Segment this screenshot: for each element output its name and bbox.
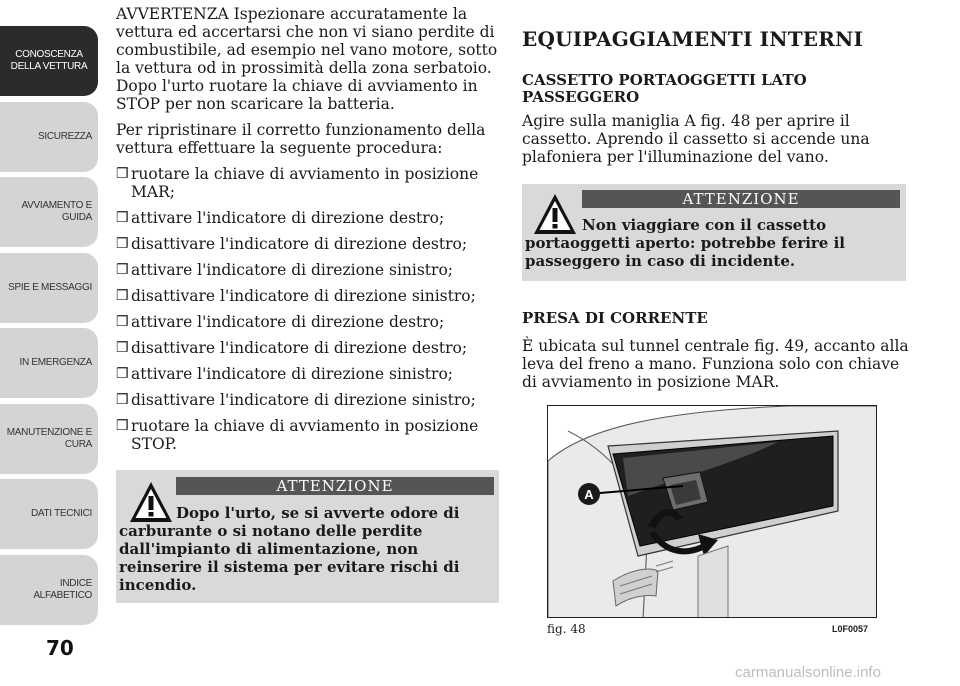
warning-header: ATTENZIONE — [176, 477, 494, 495]
checkbox-bullet-icon: ❒ — [116, 418, 129, 434]
procedure-step-text: attivare l'indicatore di direzione destro; — [131, 313, 445, 331]
sidebar-tab[interactable] — [0, 102, 98, 172]
sidebar-tab-label: CURA — [64, 438, 92, 450]
sidebar-tab-label: DATI TECNICI — [30, 508, 92, 519]
procedure-step — [116, 209, 501, 227]
checkbox-bullet-icon: ❒ — [116, 236, 129, 252]
procedure-step-text: ruotare la chiave di avviamento in posizione MAR; — [131, 165, 479, 201]
sidebar-tab-label: AVVIAMENTO E — [21, 200, 92, 211]
procedure-step — [116, 287, 501, 305]
checkbox-bullet-icon: ❒ — [116, 366, 129, 382]
label-a: A — [584, 487, 594, 502]
sidebar-tab-label: SPIE E MESSAGGI — [8, 281, 92, 293]
sidebar-tab-label: GUIDA — [61, 212, 92, 223]
socket-heading: PRESA DI CORRENTE — [522, 309, 708, 327]
sidebar-tab[interactable] — [0, 328, 98, 398]
procedure-step — [116, 261, 501, 279]
warning-header: ATTENZIONE — [582, 190, 900, 208]
figure-code: L0F0057 — [832, 624, 869, 634]
watermark: carmanualsonline.info — [735, 664, 881, 681]
checkbox-bullet-icon: ❒ — [116, 262, 129, 278]
checkbox-bullet-icon: ❒ — [116, 392, 129, 408]
sidebar-tab-label: INDICE — [59, 577, 92, 589]
checkbox-bullet-icon: ❒ — [116, 210, 129, 226]
page-number: 70 — [46, 636, 74, 660]
figure-48-glovebox — [547, 405, 877, 618]
sidebar-tab-label: SICUREZZA — [38, 130, 92, 142]
warning-text: Dopo l'urto, se si avverte odore di carburante o si notano delle perdite dall'impianto di alimentazione, non reinserire il sistema per evitare rischi di incendio. — [119, 504, 460, 594]
sidebar-tab[interactable] — [0, 253, 98, 323]
sidebar-tab[interactable] — [0, 479, 98, 549]
sidebar-tab-label: MANUTENZIONE E — [6, 426, 92, 438]
left-column — [116, 5, 501, 461]
warning-box-glovebox — [522, 184, 906, 281]
procedure-step — [116, 313, 501, 331]
procedure-step — [116, 365, 501, 383]
checkbox-bullet-icon: ❒ — [116, 340, 129, 356]
figure-caption: fig. 48 — [547, 622, 586, 636]
procedure-step-text: disattivare l'indicatore di direzione destro; — [131, 235, 468, 253]
checkbox-bullet-icon: ❒ — [116, 166, 129, 182]
sidebar-tab[interactable] — [0, 555, 98, 625]
procedure-step-text: ruotare la chiave di avviamento in posizione STOP. — [131, 417, 479, 453]
warning-note: AVVERTENZA Ispezionare accuratamente la vettura ed accertarsi che non vi siano perdite di combustibile, ad esempio nel vano motore, sotto la vettura od in prossimità della zona serbatoio. Dopo l'urto ruotare la chiave di avviamento in STOP per non scaricare la batteria. — [116, 5, 498, 113]
procedure-step-text: attivare l'indicatore di direzione sinistro; — [131, 261, 453, 279]
procedure-step-text: disattivare l'indicatore di direzione sinistro; — [131, 287, 476, 305]
checkbox-bullet-icon: ❒ — [116, 314, 129, 330]
procedure-step — [116, 165, 501, 201]
procedure-step-text: disattivare l'indicatore di direzione sinistro; — [131, 391, 476, 409]
warning-box-fuel — [116, 470, 499, 603]
glovebox-illustration — [548, 406, 877, 618]
procedure-step — [116, 417, 501, 453]
socket-section — [522, 310, 912, 399]
sidebar-tab[interactable] — [0, 26, 98, 96]
checkbox-bullet-icon: ❒ — [116, 288, 129, 304]
sidebar-tab[interactable] — [0, 177, 98, 247]
sidebar-tab-label: IN EMERGENZA — [19, 357, 92, 368]
glovebox-heading: CASSETTO PORTAOGGETTI LATO PASSEGGERO — [522, 71, 807, 106]
section-title: EQUIPAGGIAMENTI INTERNI — [522, 27, 864, 51]
socket-text: È ubicata sul tunnel centrale fig. 49, accanto alla leva del freno a mano. Funziona solo con chiave di avviamento in posizione MAR. — [522, 337, 909, 391]
sidebar-tab-label: DELLA VETTURA — [10, 61, 88, 72]
procedure-step — [116, 235, 501, 253]
sidebar-tab-label: CONOSCENZA — [15, 49, 83, 60]
procedure-step — [116, 339, 501, 357]
sidebar-tab[interactable] — [0, 404, 98, 474]
procedure-steps — [116, 165, 501, 453]
procedure-step — [116, 391, 501, 409]
glovebox-text: Agire sulla maniglia A fig. 48 per aprire il cassetto. Aprendo il cassetto si accende una plafoniera per l'illuminazione del vano. — [522, 112, 870, 166]
procedure-step-text: attivare l'indicatore di direzione destro; — [131, 209, 445, 227]
procedure-intro: Per ripristinare il corretto funzionamento della vettura effettuare la seguente procedura: — [116, 121, 486, 157]
right-column — [522, 28, 912, 174]
sidebar-tab-label: ALFABETICO — [33, 589, 92, 601]
warning-text: Non viaggiare con il cassetto portaoggetti aperto: potrebbe ferire il passeggero in caso di incidente. — [525, 216, 845, 270]
procedure-step-text: attivare l'indicatore di direzione sinistro; — [131, 365, 453, 383]
procedure-step-text: disattivare l'indicatore di direzione destro; — [131, 339, 468, 357]
